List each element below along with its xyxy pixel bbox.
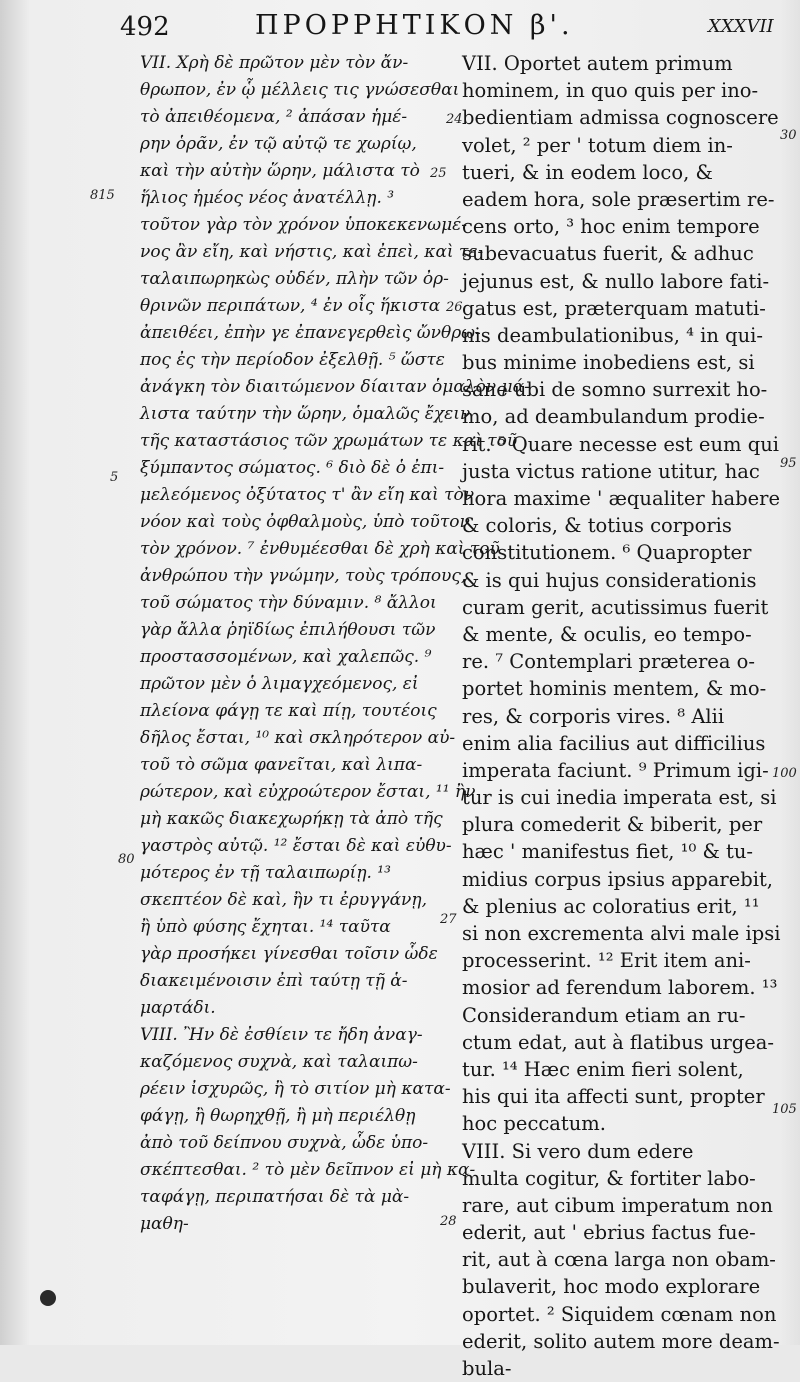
greek-line: σκεπτέον δὲ καὶ, ἢν τι ἐρυγγάνῃ,: [140, 890, 427, 910]
greek-line-number: 26: [446, 300, 463, 315]
latin-line: cens orto, ³ hoc enim tempore: [462, 215, 760, 239]
latin-line: bula-: [462, 1357, 512, 1380]
latin-line: & coloris, & totius corporis: [462, 514, 732, 538]
latin-line: ederit, solito autem more deam-: [462, 1329, 780, 1353]
latin-line: ederit, aut ' ebrius factus fue-: [462, 1221, 756, 1245]
latin-line: portet hominis mentem, & mo-: [462, 677, 767, 701]
greek-line: δῆλος ἔσται, ¹⁰ καὶ σκληρότερον αὐ-: [140, 728, 456, 748]
greek-line: νόον καὶ τοὺς ὀφθαλμοὺς, ὑπὸ τοῦτον: [140, 512, 470, 532]
greek-line-number: 25: [430, 166, 447, 181]
greek-line: τοῦ τὸ σῶμα φανεῖται, καὶ λιπα-: [140, 755, 423, 775]
greek-line: ἀπὸ τοῦ δείπνου συχνὰ, ὧδε ὑπο-: [140, 1133, 429, 1153]
latin-line: VII. Oportet autem primum: [462, 52, 733, 75]
greek-line: πλείονα φάγῃ τε καὶ πίῃ, τουτέοις: [140, 701, 437, 721]
latin-line: VIII. Si vero dum edere: [462, 1139, 694, 1163]
greek-line: προστασσομένων, καὶ χαλεπῶς. ⁹: [140, 647, 432, 667]
right-margin-note: 30: [780, 128, 797, 143]
greek-line: πρῶτον μὲν ὁ λιμαγχεόμενος, εἰ: [140, 674, 419, 694]
latin-line: hominem, in quo quis per ino-: [462, 79, 759, 103]
latin-line: nis deambulationibus, ⁴ in qui-: [462, 323, 763, 347]
greek-line: διακειμένοισιν ἐπὶ ταύτῃ τῇ ἁ-: [140, 971, 408, 991]
greek-line: ρώτερον, καὶ εὐχροώτερον ἔσται, ¹¹ ἢν: [140, 782, 476, 802]
latin-line: res, & corporis vires. ⁸ Alii: [462, 704, 725, 728]
greek-line: τῆς καταστάσιος τῶν χρωμάτων τε καὶ τοῦ: [140, 431, 518, 451]
page-number: 492: [120, 12, 170, 42]
latin-line: hora maxime ' æqualiter habere: [462, 487, 781, 510]
greek-line: ρέειν ἰσχυρῶς, ἢ τὸ σιτίον μὴ κατα-: [140, 1079, 451, 1099]
greek-line: πος ἐς τὴν περίοδον ἐξελθῇ. ⁵ ὥστε: [140, 350, 445, 370]
latin-line: rare, aut cibum imperatum non: [462, 1193, 773, 1217]
latin-line: eadem hora, sole præsertim re-: [462, 187, 775, 211]
latin-line: & plenius ac coloratius erit, ¹¹: [462, 894, 760, 918]
latin-line: bedientiam admissa cognoscere: [462, 106, 779, 130]
latin-line: rit, aut à cœna larga non obam-: [462, 1248, 776, 1272]
signature-mark: XXXVII: [708, 16, 774, 37]
greek-line: τοῦ σώματος τὴν δύναμιν. ⁸ ἄλλοι: [140, 593, 437, 613]
page-header: [0, 6, 800, 46]
greek-line: καζόμενος συχνὰ, καὶ ταλαιπω-: [140, 1052, 418, 1072]
greek-line: γὰρ προσήκει γίνεσθαι τοῖσιν ὧδε: [140, 944, 438, 964]
latin-line: curam gerit, acutissimus fuerit: [462, 595, 769, 619]
latin-line: mosior ad ferendum laborem. ¹³: [462, 976, 778, 1000]
latin-line: hæc ' manifestus fiet, ¹⁰ & tu-: [462, 840, 753, 864]
left-margin-note: 815: [90, 188, 115, 203]
latin-line: enim alia facilius aut difficilius: [462, 731, 766, 755]
greek-text-column: [140, 50, 530, 1238]
latin-line: bus minime inobediens est, si: [462, 351, 755, 375]
latin-line: imperata faciunt. ⁹ Primum igi-: [462, 758, 769, 782]
greek-line: μαρτάδι.: [140, 998, 216, 1018]
latin-line: tur. ¹⁴ Hæc enim fieri solent,: [462, 1057, 744, 1081]
right-margin-note: 105: [772, 1102, 797, 1117]
greek-line: ἥλιος ἡμέος νέος ἀνατέλλῃ. ³: [140, 188, 395, 208]
greek-line: ἀνθρώπου τὴν γνώμην, τοὺς τρόπους,: [140, 566, 467, 586]
greek-line: ξύμπαντος σώματος. ⁶ διὸ δὲ ὁ ἐπι-: [140, 458, 445, 478]
right-margin-note: 100: [772, 766, 797, 781]
latin-line: & mente, & oculis, eo tempo-: [462, 622, 752, 646]
latin-line: rit. ⁵ Quare necesse est eum qui: [462, 432, 779, 456]
latin-line: re. ⁷ Contemplari præterea o-: [462, 650, 755, 674]
greek-line: καὶ τὴν αὐτὴν ὥρην, μάλιστα τὸ: [140, 161, 420, 181]
greek-line-number: 27: [440, 912, 457, 927]
latin-line: volet, ² per ' totum diem in-: [462, 133, 733, 157]
greek-line: φάγῃ, ἢ θωρηχθῇ, ἢ μὴ περιέλθῃ: [140, 1106, 416, 1126]
latin-line: hoc peccatum.: [462, 1112, 606, 1136]
greek-line: σκέπτεσθαι. ² τὸ μὲν δεῖπνον εἰ μὴ κα-: [140, 1160, 476, 1180]
greek-line: θρινῶν περιπάτων, ⁴ ἐν οἷς ἥκιστα: [140, 296, 441, 316]
greek-line: τὸν χρόνον. ⁷ ἐνθυμέεσθαι δὲ χρὴ καὶ τοῦ: [140, 539, 500, 559]
ink-smudge: [40, 1290, 56, 1306]
latin-line: tueri, & in eodem loco, &: [462, 160, 713, 184]
latin-line: constitutionem. ⁶ Quapropter: [462, 541, 752, 565]
greek-line: γὰρ ἄλλα ῥηϊδίως ἐπιλήθουσι τῶν: [140, 620, 436, 640]
running-head: ΠΡΟΡΡΗΤΙΚΟΝ β'.: [255, 10, 574, 41]
latin-line: justa victus ratione utitur, hac: [462, 459, 760, 483]
greek-line: ἢ ὑπὸ φύσης ἔχηται. ¹⁴ ταῦτα: [140, 917, 391, 937]
left-margin-note: 80: [118, 852, 135, 867]
latin-line: multa cogitur, & fortiter labo-: [462, 1166, 756, 1190]
greek-line: ἀπειθέει, ἐπὴν γε ἐπανεγερθεὶς ὤνθρω-: [140, 323, 481, 343]
right-margin-note: 95: [780, 456, 797, 471]
greek-line: μὴ κακῶς διακεχωρήκῃ τὰ ἀπὸ τῆς: [140, 809, 443, 829]
greek-line: VII. Χρὴ δὲ πρῶτον μὲν τὸν ἄν-: [140, 53, 409, 73]
greek-line-number: 28: [440, 1214, 457, 1229]
greek-line: νος ἂν εἴη, καὶ νήστις, καὶ ἐπεὶ, καὶ τε-: [140, 242, 484, 262]
latin-line: his qui ita affecti sunt, propter: [462, 1085, 765, 1109]
latin-line: tur is cui inedia imperata est, si: [462, 786, 777, 810]
greek-line: ρην ὁρᾶν, ἐν τῷ αὐτῷ τε χωρίῳ,: [140, 134, 417, 154]
latin-line: processerint. ¹² Erit item ani-: [462, 949, 751, 973]
latin-line: si non excrementa alvi male ipsi: [462, 922, 781, 945]
greek-line: μαθη-: [140, 1214, 189, 1234]
latin-line: & is qui hujus considerationis: [462, 568, 757, 592]
latin-line: sane ubi de somno surrexit ho-: [462, 378, 768, 402]
greek-line: τὸ ἀπειθέομενα, ² ἀπάσαν ἡμέ-: [140, 107, 408, 127]
greek-line: λιστα ταύτην τὴν ὥρην, ὁμαλῶς ἔχειν: [140, 404, 471, 424]
latin-text-column: [462, 50, 781, 1382]
left-margin-note: 5: [110, 470, 119, 485]
greek-line: VIII. Ἢν δὲ ἐσθίειν τε ἤδη ἀναγ-: [140, 1025, 423, 1045]
latin-line: mo, ad deambulandum prodie-: [462, 405, 765, 429]
greek-line: ἀνάγκη τὸν διαιτώμενον δίαιταν ὁμαλὸν μά-: [140, 377, 530, 397]
latin-line: jejunus est, & nullo labore fati-: [462, 269, 770, 293]
latin-line: bulaverit, hoc modo explorare: [462, 1275, 761, 1299]
greek-line: θρωπον, ἐν ᾧ μέλλεις τις γνώσεσθαι: [140, 80, 460, 100]
greek-line-number: 24: [446, 112, 463, 127]
latin-line: midius corpus ipsius apparebit,: [462, 867, 774, 891]
latin-line: gatus est, præterquam matuti-: [462, 296, 766, 320]
latin-line: subevacuatus fuerit, & adhuc: [462, 242, 754, 266]
latin-line: oportet. ² Siquidem cœnam non: [462, 1302, 777, 1326]
latin-line: ctum edat, aut à flatibus urgea-: [462, 1030, 774, 1054]
latin-line: Considerandum etiam an ru-: [462, 1003, 746, 1027]
greek-line: τοῦτον γὰρ τὸν χρόνον ὑποκεκενωμέ-: [140, 215, 468, 235]
latin-line: plura comederit & biberit, per: [462, 813, 763, 837]
greek-line: μελεόμενος ὀξύτατος τ' ἂν εἴη καὶ τὸν: [140, 485, 475, 505]
greek-line: γαστρὸς αὐτῷ. ¹² ἔσται δὲ καὶ εὐθυ-: [140, 836, 452, 856]
greek-line: μότερος ἐν τῇ ταλαιπωρίῃ. ¹³: [140, 863, 391, 883]
greek-line: ταφάγῃ, περιπατήσαι δὲ τὰ μὰ-: [140, 1187, 410, 1207]
greek-line: ταλαιπωρηκὼς οὐδέν, πλὴν τῶν ὀρ-: [140, 269, 449, 289]
